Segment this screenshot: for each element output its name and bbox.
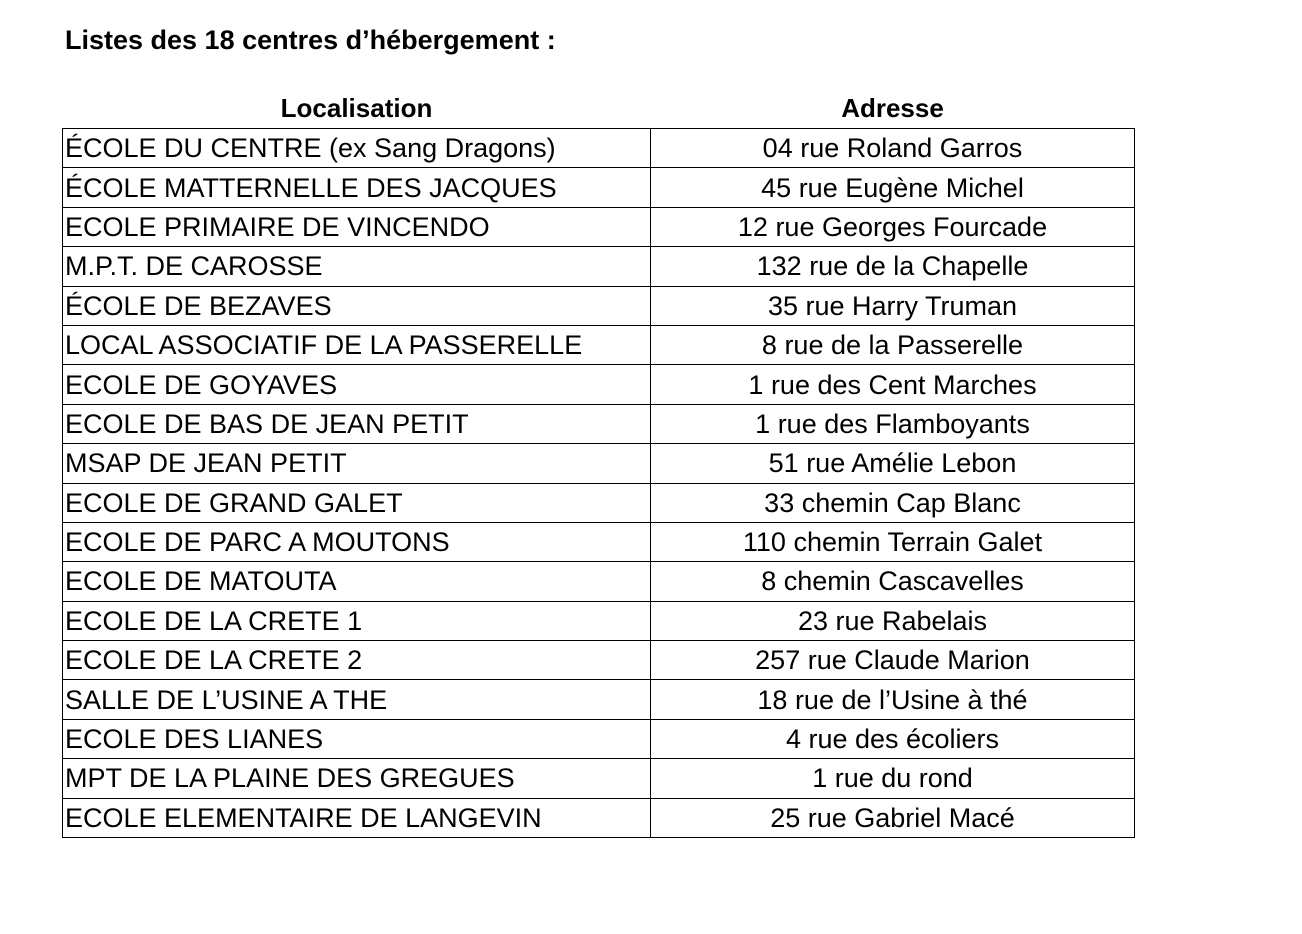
location-cell: ÉCOLE MATTERNELLE DES JACQUES — [63, 168, 651, 207]
address-cell: 1 rue des Cent Marches — [651, 365, 1135, 404]
location-cell: SALLE DE L’USINE A THE — [63, 680, 651, 719]
table-row — [63, 641, 1135, 680]
location-cell: LOCAL ASSOCIATIF DE LA PASSERELLE — [63, 325, 651, 364]
address-cell: 1 rue du rond — [651, 759, 1135, 798]
column-header-location: Localisation — [280, 93, 433, 123]
location-cell: ECOLE DE LA CRETE 1 — [63, 601, 651, 640]
table-row — [63, 522, 1135, 561]
location-cell: M.P.T. DE CAROSSE — [63, 247, 651, 286]
table-row — [63, 680, 1135, 719]
location-cell: ECOLE DE PARC A MOUTONS — [63, 522, 651, 561]
table-body — [63, 129, 1135, 838]
address-cell: 35 rue Harry Truman — [651, 286, 1135, 325]
table-row — [63, 759, 1135, 798]
location-cell: ECOLE DE GRAND GALET — [63, 483, 651, 522]
table-row — [63, 404, 1135, 443]
location-cell: ECOLE DE GOYAVES — [63, 365, 651, 404]
location-cell: ECOLE ELEMENTAIRE DE LANGEVIN — [63, 798, 651, 837]
address-cell: 45 rue Eugène Michel — [651, 168, 1135, 207]
table-row — [63, 207, 1135, 246]
table-row — [63, 325, 1135, 364]
location-cell: ECOLE PRIMAIRE DE VINCENDO — [63, 207, 651, 246]
location-cell: MSAP DE JEAN PETIT — [63, 444, 651, 483]
address-cell: 110 chemin Terrain Galet — [651, 522, 1135, 561]
location-cell: ÉCOLE DU CENTRE (ex Sang Dragons) — [63, 129, 651, 168]
address-cell: 4 rue des écoliers — [651, 719, 1135, 758]
location-cell: ECOLE DE LA CRETE 2 — [63, 641, 651, 680]
table-row — [63, 444, 1135, 483]
table-row — [63, 365, 1135, 404]
location-cell: ECOLE DES LIANES — [63, 719, 651, 758]
document-title: Listes des 18 centres d’hébergement : — [65, 25, 556, 55]
address-cell: 8 chemin Cascavelles — [651, 562, 1135, 601]
table-row — [63, 601, 1135, 640]
table-row — [63, 798, 1135, 837]
address-cell: 23 rue Rabelais — [651, 601, 1135, 640]
table-row — [63, 719, 1135, 758]
table-header-row — [63, 89, 1135, 129]
address-cell: 18 rue de l’Usine à thé — [651, 680, 1135, 719]
address-cell: 8 rue de la Passerelle — [651, 325, 1135, 364]
table-row — [63, 247, 1135, 286]
column-header-address: Adresse — [841, 93, 944, 123]
address-cell: 132 rue de la Chapelle — [651, 247, 1135, 286]
address-cell: 1 rue des Flamboyants — [651, 404, 1135, 443]
location-cell: MPT DE LA PLAINE DES GREGUES — [63, 759, 651, 798]
location-cell: ECOLE DE BAS DE JEAN PETIT — [63, 404, 651, 443]
table-row — [63, 129, 1135, 168]
address-cell: 25 rue Gabriel Macé — [651, 798, 1135, 837]
address-cell: 33 chemin Cap Blanc — [651, 483, 1135, 522]
table-row — [63, 562, 1135, 601]
address-cell: 51 rue Amélie Lebon — [651, 444, 1135, 483]
address-cell: 04 rue Roland Garros — [651, 129, 1135, 168]
table-row — [63, 483, 1135, 522]
address-cell: 12 rue Georges Fourcade — [651, 207, 1135, 246]
table-row — [63, 168, 1135, 207]
shelter-table — [62, 89, 1135, 838]
table-row — [63, 286, 1135, 325]
location-cell: ECOLE DE MATOUTA — [63, 562, 651, 601]
address-cell: 257 rue Claude Marion — [651, 641, 1135, 680]
location-cell: ÉCOLE DE BEZAVES — [63, 286, 651, 325]
